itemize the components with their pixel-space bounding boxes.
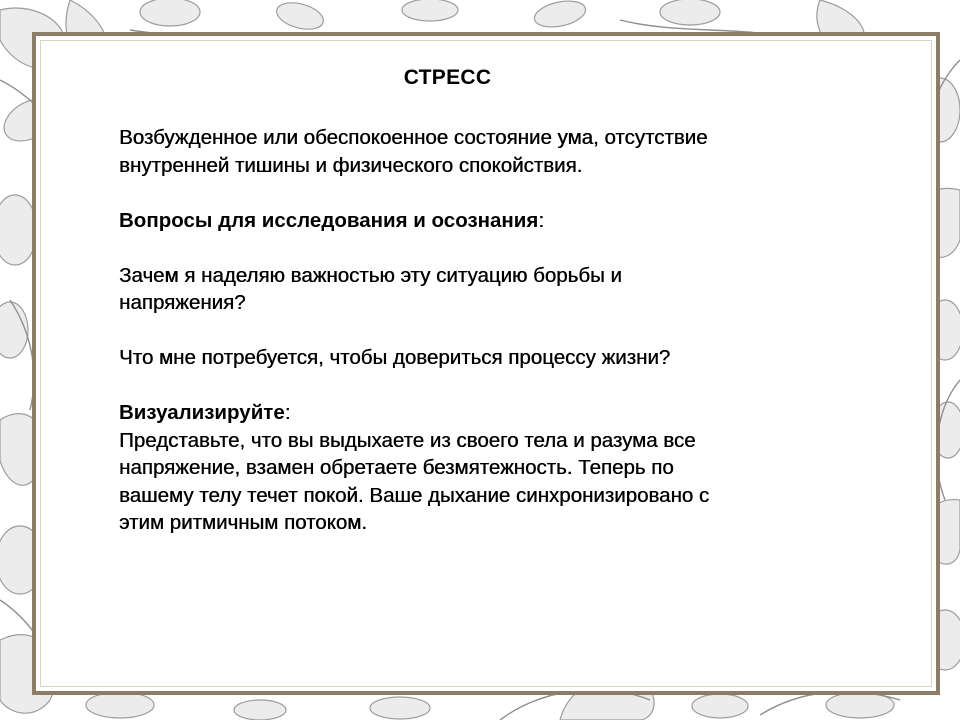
visualize-line: вашему телу течет покой. Ваше дыхание синхронизировано с <box>119 483 710 507</box>
slide-title: СТРЕСС <box>403 66 492 89</box>
definition-line: внутренней тишины и физического спокойствия. <box>119 153 583 177</box>
question-line: напряжения? <box>119 291 246 314</box>
definition-line: Возбужденное или обеспокоенное состояние ума, отсутствие <box>119 126 708 149</box>
visualize-line: этим ритмичным потоком. <box>119 511 367 534</box>
visualize-heading-text: Визуализируйте <box>119 401 285 424</box>
visualize-line: напряжение, взамен обретаете безмятежность. Теперь по <box>119 456 674 479</box>
spacer <box>119 179 819 207</box>
questions-heading-text: Вопросы для исследования и осознания <box>119 208 539 232</box>
slide-body <box>119 124 819 537</box>
visualize-line: Представьте, что вы выдыхаете из своего тела и разума все <box>119 428 696 452</box>
spacer <box>119 372 819 400</box>
visualize-heading <box>119 399 819 427</box>
question-line: Зачем я наделяю важностью эту ситуацию борьбы и <box>119 263 622 287</box>
questions-heading-colon: : <box>538 208 545 232</box>
visualize-heading-colon: : <box>284 401 291 424</box>
spacer <box>119 317 819 345</box>
question-line: Что мне потребуется, чтобы довериться процессу жизни? <box>119 346 671 369</box>
questions-heading <box>119 207 819 235</box>
spacer <box>119 234 819 262</box>
